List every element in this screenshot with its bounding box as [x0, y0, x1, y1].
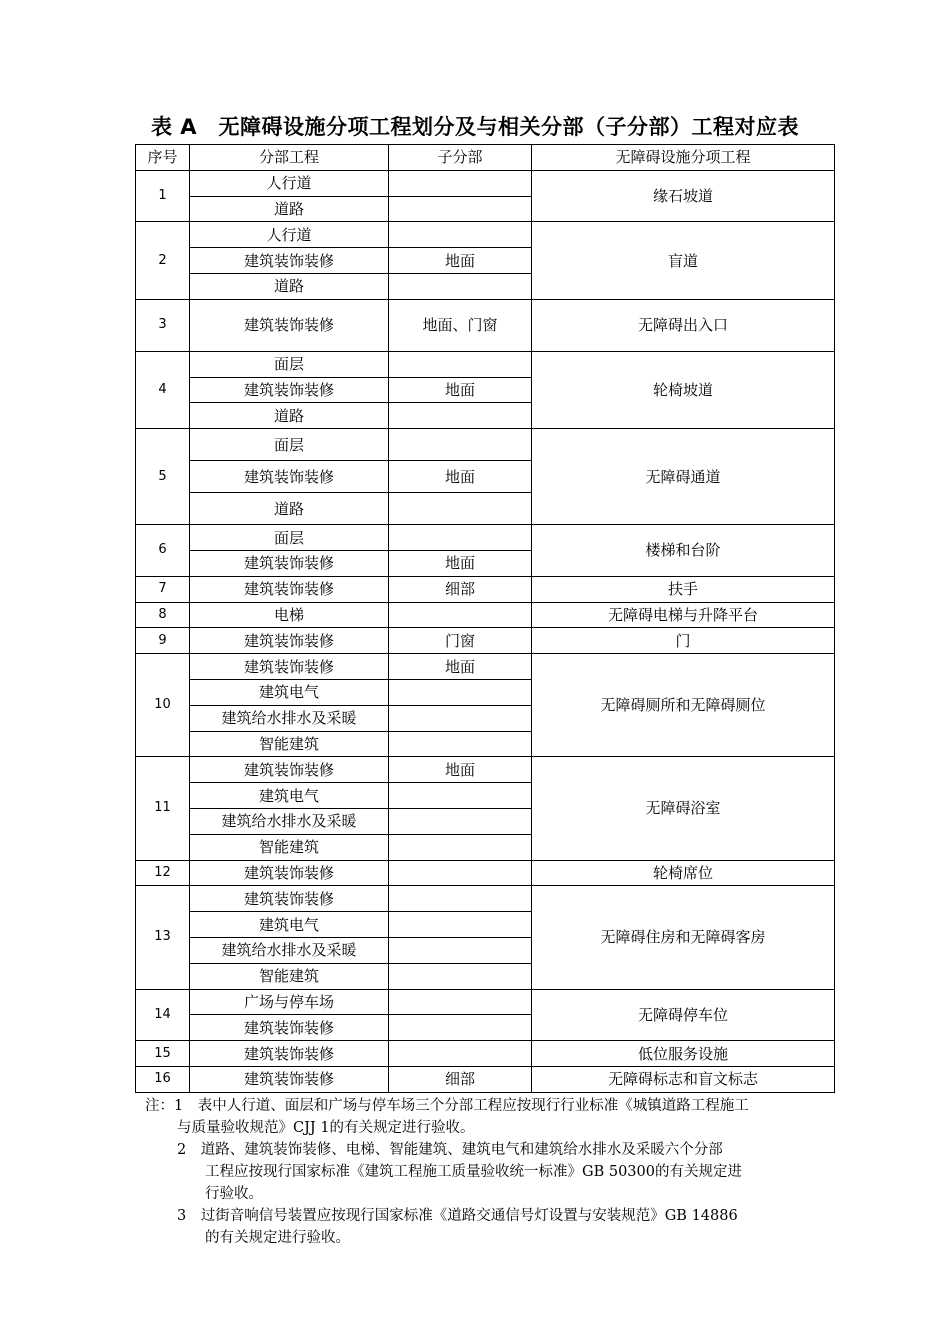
- division-cell: 道路: [190, 196, 389, 222]
- row-number: 10: [136, 654, 190, 757]
- subdivision-cell: [389, 989, 532, 1015]
- division-cell: 建筑给水排水及采暖: [190, 808, 389, 834]
- division-cell: 电梯: [190, 602, 389, 628]
- subdivision-cell: 地面: [389, 461, 532, 493]
- subdivision-cell: [389, 351, 532, 377]
- note-1-line-1: 注：1 表中人行道、面层和广场与停车场三个分部工程应按现行行业标准《城镇道路工程施工: [145, 1098, 749, 1114]
- subdivision-cell: 地面: [389, 248, 532, 274]
- note-2-line-3: 行验收。: [205, 1186, 263, 1202]
- subdivision-cell: [389, 937, 532, 963]
- subdivision-cell: [389, 602, 532, 628]
- subdivision-cell: [389, 731, 532, 757]
- table-row: [136, 654, 835, 680]
- table-header-row: [136, 145, 835, 171]
- row-number: 1: [136, 170, 190, 222]
- subdivision-cell: [389, 493, 532, 525]
- subdivision-cell: 地面: [389, 377, 532, 403]
- division-cell: 建筑装饰装修: [190, 1015, 389, 1041]
- division-cell: 建筑装饰装修: [190, 550, 389, 576]
- subdivision-cell: [389, 860, 532, 886]
- row-number: 4: [136, 351, 190, 428]
- division-cell: 道路: [190, 403, 389, 429]
- subdivision-cell: 门窗: [389, 628, 532, 654]
- division-cell: 建筑电气: [190, 679, 389, 705]
- division-cell: 建筑装饰装修: [190, 377, 389, 403]
- table-row: [136, 299, 835, 351]
- note-2-line-1: 2 道路、建筑装饰装修、电梯、智能建筑、建筑电气和建筑给水排水及采暖六个分部: [177, 1142, 723, 1158]
- header-no: 序号: [136, 145, 190, 171]
- item-cell: 无障碍浴室: [532, 757, 835, 860]
- row-number: 8: [136, 602, 190, 628]
- division-cell: 面层: [190, 351, 389, 377]
- subdivision-cell: [389, 783, 532, 809]
- note-2-line-2: 工程应按现行国家标准《建筑工程施工质量验收统一标准》GB 50300的有关规定进: [205, 1164, 742, 1180]
- table-body: [136, 170, 835, 1092]
- item-cell: 无障碍电梯与升降平台: [532, 602, 835, 628]
- subdivision-cell: [389, 679, 532, 705]
- division-cell: 智能建筑: [190, 963, 389, 989]
- subdivision-cell: [389, 912, 532, 938]
- division-cell: 建筑电气: [190, 912, 389, 938]
- division-cell: 建筑装饰装修: [190, 1041, 389, 1067]
- division-cell: 智能建筑: [190, 834, 389, 860]
- table-row: [136, 989, 835, 1015]
- division-cell: 建筑装饰装修: [190, 886, 389, 912]
- subdivision-cell: [389, 222, 532, 248]
- division-cell: 人行道: [190, 222, 389, 248]
- division-cell: 建筑装饰装修: [190, 628, 389, 654]
- division-cell: 建筑装饰装修: [190, 654, 389, 680]
- row-number: 14: [136, 989, 190, 1041]
- division-cell: 建筑装饰装修: [190, 576, 389, 602]
- row-number: 2: [136, 222, 190, 299]
- subdivision-cell: [389, 834, 532, 860]
- division-cell: 广场与停车场: [190, 989, 389, 1015]
- table-row: [136, 757, 835, 783]
- subdivision-cell: [389, 170, 532, 196]
- table-row: [136, 860, 835, 886]
- subdivision-cell: 细部: [389, 1066, 532, 1092]
- table-row: [136, 886, 835, 912]
- header-subdivision: 子分部: [389, 145, 532, 171]
- item-cell: 缘石坡道: [532, 170, 835, 222]
- header-item: 无障碍设施分项工程: [532, 145, 835, 171]
- division-cell: 智能建筑: [190, 731, 389, 757]
- row-number: 6: [136, 525, 190, 577]
- item-cell: 无障碍停车位: [532, 989, 835, 1041]
- subdivision-cell: [389, 403, 532, 429]
- subdivision-cell: [389, 886, 532, 912]
- division-cell: 建筑装饰装修: [190, 860, 389, 886]
- table-row: [136, 576, 835, 602]
- table-row: [136, 429, 835, 461]
- table-row: [136, 351, 835, 377]
- row-number: 12: [136, 860, 190, 886]
- subdivision-cell: [389, 1015, 532, 1041]
- note-3-line-1: 3 过街音响信号装置应按现行国家标准《道路交通信号灯设置与安装规范》GB 14886: [177, 1208, 738, 1224]
- subdivision-cell: 细部: [389, 576, 532, 602]
- item-cell: 扶手: [532, 576, 835, 602]
- subdivision-cell: [389, 963, 532, 989]
- subdivision-cell: 地面: [389, 757, 532, 783]
- subdivision-cell: [389, 1041, 532, 1067]
- division-cell: 面层: [190, 525, 389, 551]
- subdivision-cell: [389, 273, 532, 299]
- note-1-line-2: 与质量验收规范》CJJ 1的有关规定进行验收。: [177, 1120, 475, 1136]
- item-cell: 盲道: [532, 222, 835, 299]
- subdivision-cell: 地面: [389, 550, 532, 576]
- table-row: [136, 525, 835, 551]
- division-cell: 道路: [190, 493, 389, 525]
- division-cell: 人行道: [190, 170, 389, 196]
- item-cell: 无障碍出入口: [532, 299, 835, 351]
- note-3-line-2: 的有关规定进行验收。: [205, 1230, 350, 1246]
- subdivision-cell: [389, 196, 532, 222]
- item-cell: 无障碍通道: [532, 429, 835, 525]
- row-number: 13: [136, 886, 190, 989]
- row-number: 3: [136, 299, 190, 351]
- subdivision-cell: [389, 525, 532, 551]
- item-cell: 无障碍住房和无障碍客房: [532, 886, 835, 989]
- division-table: [135, 144, 835, 1093]
- division-cell: 建筑装饰装修: [190, 757, 389, 783]
- page-title: 表 A 无障碍设施分项工程划分及与相关分部（子分部）工程对应表: [150, 115, 800, 139]
- notes: [145, 1095, 845, 1249]
- subdivision-cell: 地面: [389, 654, 532, 680]
- item-cell: 无障碍厕所和无障碍厕位: [532, 654, 835, 757]
- table-row: [136, 1066, 835, 1092]
- row-number: 11: [136, 757, 190, 860]
- table-row: [136, 628, 835, 654]
- division-cell: 建筑装饰装修: [190, 1066, 389, 1092]
- row-number: 16: [136, 1066, 190, 1092]
- header-division: 分部工程: [190, 145, 389, 171]
- subdivision-cell: [389, 705, 532, 731]
- item-cell: 门: [532, 628, 835, 654]
- division-cell: 建筑给水排水及采暖: [190, 705, 389, 731]
- row-number: 9: [136, 628, 190, 654]
- division-cell: 面层: [190, 429, 389, 461]
- row-number: 5: [136, 429, 190, 525]
- division-cell: 建筑装饰装修: [190, 299, 389, 351]
- division-cell: 建筑电气: [190, 783, 389, 809]
- subdivision-cell: [389, 808, 532, 834]
- item-cell: 低位服务设施: [532, 1041, 835, 1067]
- table-row: [136, 222, 835, 248]
- table-row: [136, 170, 835, 196]
- item-cell: 轮椅坡道: [532, 351, 835, 428]
- division-cell: 建筑给水排水及采暖: [190, 937, 389, 963]
- subdivision-cell: [389, 429, 532, 461]
- item-cell: 楼梯和台阶: [532, 525, 835, 577]
- row-number: 15: [136, 1041, 190, 1067]
- item-cell: 轮椅席位: [532, 860, 835, 886]
- table-row: [136, 602, 835, 628]
- row-number: 7: [136, 576, 190, 602]
- division-cell: 建筑装饰装修: [190, 461, 389, 493]
- division-cell: 道路: [190, 273, 389, 299]
- division-cell: 建筑装饰装修: [190, 248, 389, 274]
- table-row: [136, 1041, 835, 1067]
- subdivision-cell: 地面、门窗: [389, 299, 532, 351]
- item-cell: 无障碍标志和盲文标志: [532, 1066, 835, 1092]
